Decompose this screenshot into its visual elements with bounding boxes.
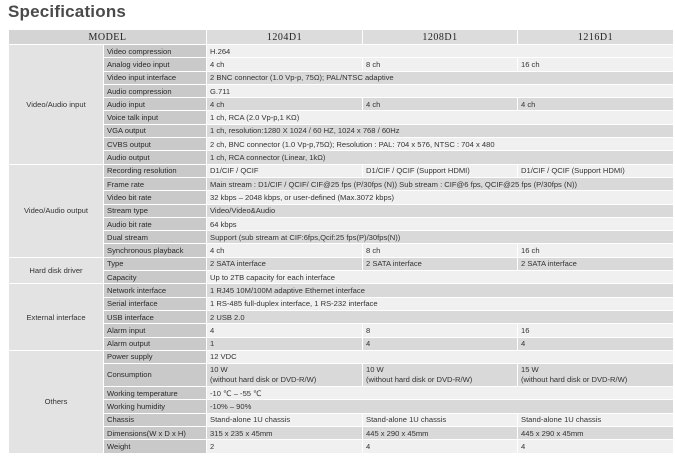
feature-label: Serial interface bbox=[104, 297, 207, 310]
spec-value: 4 bbox=[518, 440, 674, 453]
table-row bbox=[9, 284, 674, 297]
spec-value: 2 SATA interface bbox=[518, 257, 674, 270]
spec-value: 4 bbox=[363, 337, 518, 350]
table-row bbox=[9, 204, 674, 217]
consumption-watts: 10 W bbox=[366, 365, 384, 375]
table-row bbox=[9, 271, 674, 284]
consumption-note: (without hard disk or DVD-R/W) bbox=[521, 375, 628, 385]
spec-value: 4 ch bbox=[363, 98, 518, 111]
category-video-audio-input: Video/Audio input bbox=[9, 45, 104, 165]
table-row bbox=[9, 151, 674, 164]
table-row bbox=[9, 297, 674, 310]
category-hard-disk-driver: Hard disk driver bbox=[9, 257, 104, 284]
table-row bbox=[9, 124, 674, 137]
feature-label: Audio output bbox=[104, 151, 207, 164]
spec-value: 2 SATA interface bbox=[363, 257, 518, 270]
feature-label: Alarm input bbox=[104, 324, 207, 337]
feature-label: Weight bbox=[104, 440, 207, 453]
table-row bbox=[9, 310, 674, 323]
feature-label: CVBS output bbox=[104, 138, 207, 151]
feature-label: Capacity bbox=[104, 271, 207, 284]
spec-value: G.711 bbox=[207, 84, 674, 97]
spec-value: 8 ch bbox=[363, 244, 518, 257]
spec-value: 315 x 235 x 45mm bbox=[207, 427, 363, 440]
feature-label: USB interface bbox=[104, 310, 207, 323]
table-header-row bbox=[9, 30, 674, 45]
table-row bbox=[9, 231, 674, 244]
spec-value: 4 ch bbox=[207, 98, 363, 111]
spec-value: 32 kbps – 2048 kbps, or user-defined (Max.3072 kbps) bbox=[207, 191, 674, 204]
spec-value: Stand-alone 1U chassis bbox=[518, 413, 674, 426]
spec-value: 4 ch bbox=[207, 58, 363, 71]
specifications-table bbox=[8, 29, 674, 454]
page-title: Specifications bbox=[8, 2, 127, 21]
spec-value: 8 bbox=[363, 324, 518, 337]
category-others: Others bbox=[9, 350, 104, 453]
spec-value: D1/CIF / QCIF (Support HDMI) bbox=[363, 164, 518, 177]
table-row bbox=[9, 364, 674, 387]
consumption-note: (without hard disk or DVD-R/W) bbox=[210, 375, 317, 385]
feature-label: Working temperature bbox=[104, 387, 207, 400]
table-row bbox=[9, 45, 674, 58]
spec-value: 4 bbox=[363, 440, 518, 453]
spec-value: Up to 2TB capacity for each interface bbox=[207, 271, 674, 284]
table-row bbox=[9, 413, 674, 426]
spec-value: Main stream : D1/CIF / QCIF/ CIF@25 fps (P/30fps (N)) Sub stream : CIF@6 fps, QCIF@25 fps (P/30fps (N)) bbox=[207, 177, 674, 190]
spec-value: 445 x 290 x 45mm bbox=[363, 427, 518, 440]
feature-label: Analog video input bbox=[104, 58, 207, 71]
spec-value: Video/Video&Audio bbox=[207, 204, 674, 217]
feature-label: Working humidity bbox=[104, 400, 207, 413]
spec-value: 12 VDC bbox=[207, 350, 674, 363]
header-model: MODEL bbox=[9, 30, 207, 45]
table-row bbox=[9, 350, 674, 363]
table-row bbox=[9, 138, 674, 151]
spec-value: Stand-alone 1U chassis bbox=[207, 413, 363, 426]
header-model-1208d1: 1208D1 bbox=[363, 30, 518, 45]
table-row bbox=[9, 427, 674, 440]
header-model-1204d1: 1204D1 bbox=[207, 30, 363, 45]
table-row bbox=[9, 217, 674, 230]
table-row bbox=[9, 177, 674, 190]
table-row bbox=[9, 244, 674, 257]
consumption-watts: 10 W bbox=[210, 365, 228, 375]
feature-label: Alarm output bbox=[104, 337, 207, 350]
spec-value: D1/CIF / QCIF (Support HDMI) bbox=[518, 164, 674, 177]
table-row bbox=[9, 337, 674, 350]
feature-label: Chassis bbox=[104, 413, 207, 426]
spec-value: -10% – 90% bbox=[207, 400, 674, 413]
spec-value: 445 x 290 x 45mm bbox=[518, 427, 674, 440]
spec-value: 1 bbox=[207, 337, 363, 350]
feature-label: Synchronous playback bbox=[104, 244, 207, 257]
spec-value: 4 bbox=[518, 337, 674, 350]
feature-label: Frame rate bbox=[104, 177, 207, 190]
table-row bbox=[9, 324, 674, 337]
spec-value: 2 ch, BNC connector (1.0 Vp-p,75Ω); Resolution : PAL: 704 x 576, NTSC : 704 x 480 bbox=[207, 138, 674, 151]
spec-value: 4 ch bbox=[518, 98, 674, 111]
feature-label: Audio compression bbox=[104, 84, 207, 97]
table-row bbox=[9, 191, 674, 204]
spec-value: 1 ch, RCA (2.0 Vp-p,1 KΩ) bbox=[207, 111, 674, 124]
consumption-watts: 15 W bbox=[521, 365, 539, 375]
spec-value: 2 bbox=[207, 440, 363, 453]
spec-value: 4 bbox=[207, 324, 363, 337]
category-video-audio-output: Video/Audio output bbox=[9, 164, 104, 257]
table-row bbox=[9, 387, 674, 400]
spec-value: 2 SATA interface bbox=[207, 257, 363, 270]
spec-value: 2 USB 2.0 bbox=[207, 310, 674, 323]
spec-value: 64 kbps bbox=[207, 217, 674, 230]
feature-label: Audio input bbox=[104, 98, 207, 111]
category-external-interface: External interface bbox=[9, 284, 104, 350]
table-row bbox=[9, 71, 674, 84]
feature-label: Dual stream bbox=[104, 231, 207, 244]
spec-value: 4 ch bbox=[207, 244, 363, 257]
feature-label: Consumption bbox=[104, 364, 207, 387]
spec-value bbox=[518, 364, 674, 387]
feature-label: Video compression bbox=[104, 45, 207, 58]
feature-label: Type bbox=[104, 257, 207, 270]
table-row bbox=[9, 164, 674, 177]
feature-label: Video input interface bbox=[104, 71, 207, 84]
spec-value: 2 BNC connector (1.0 Vp-p, 75Ω); PAL/NTSC adaptive bbox=[207, 71, 674, 84]
table-row bbox=[9, 257, 674, 270]
spec-value: 16 bbox=[518, 324, 674, 337]
table-row bbox=[9, 440, 674, 453]
spec-value: 8 ch bbox=[363, 58, 518, 71]
feature-label: Voice talk input bbox=[104, 111, 207, 124]
table-row bbox=[9, 111, 674, 124]
spec-value: 1 ch, resolution:1280 X 1024 / 60 HZ, 1024 x 768 / 60Hz bbox=[207, 124, 674, 137]
spec-value bbox=[363, 364, 518, 387]
feature-label: Network interface bbox=[104, 284, 207, 297]
spec-value bbox=[207, 364, 363, 387]
feature-label: Stream type bbox=[104, 204, 207, 217]
feature-label: Power supply bbox=[104, 350, 207, 363]
header-model-1216d1: 1216D1 bbox=[518, 30, 674, 45]
table-row bbox=[9, 400, 674, 413]
table-row bbox=[9, 98, 674, 111]
spec-value: 1 ch, RCA connector (Linear, 1kΩ) bbox=[207, 151, 674, 164]
spec-value: H.264 bbox=[207, 45, 674, 58]
spec-value: Support (sub stream at CIF:6fps,Qcif:25 fps(P)/30fps(N)) bbox=[207, 231, 674, 244]
feature-label: Recording resolution bbox=[104, 164, 207, 177]
spec-value: -10 ℃ – -55 ℃ bbox=[207, 387, 674, 400]
spec-value: Stand-alone 1U chassis bbox=[363, 413, 518, 426]
spec-value: 1 RS-485 full-duplex interface, 1 RS-232 interface bbox=[207, 297, 674, 310]
feature-label: Dimensions(W x D x H) bbox=[104, 427, 207, 440]
spec-value: 16 ch bbox=[518, 244, 674, 257]
spec-value: D1/CIF / QCIF bbox=[207, 164, 363, 177]
table-row bbox=[9, 84, 674, 97]
consumption-note: (without hard disk or DVD-R/W) bbox=[366, 375, 473, 385]
feature-label: Audio bit rate bbox=[104, 217, 207, 230]
table-row bbox=[9, 58, 674, 71]
spec-value: 1 RJ45 10M/100M adaptive Ethernet interface bbox=[207, 284, 674, 297]
feature-label: VGA output bbox=[104, 124, 207, 137]
feature-label: Video bit rate bbox=[104, 191, 207, 204]
spec-value: 16 ch bbox=[518, 58, 674, 71]
